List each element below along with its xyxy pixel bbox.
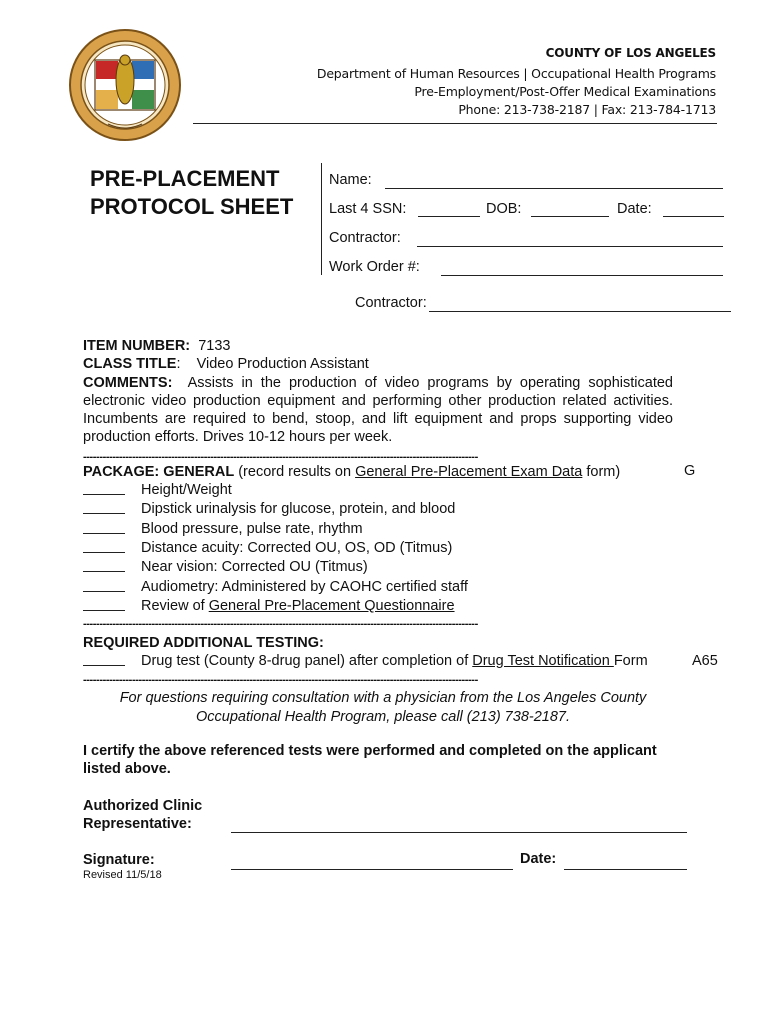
certify-statement: I certify the above referenced tests were performed and completed on the applicant listed above.: [83, 743, 657, 777]
date-field[interactable]: [663, 216, 724, 217]
exam-data-form-link[interactable]: General Pre-Placement Exam Data: [355, 464, 583, 480]
title-line-1: PRE-PLACEMENT: [90, 166, 280, 191]
header-rule: [193, 123, 717, 124]
authorized-field[interactable]: [231, 832, 687, 833]
divider-2: -------------------------------------------------------------------------------------------------------------------------: [83, 619, 478, 629]
additional-heading: REQUIRED ADDITIONAL TESTING:: [83, 635, 324, 651]
ssn-field[interactable]: [418, 216, 480, 217]
check-item[interactable]: Height/Weight: [83, 482, 125, 499]
contractor2-field[interactable]: [429, 311, 731, 312]
signature-label: Signature:: [83, 852, 155, 868]
comments: COMMENTS: Assists in the production of video programs by operating sophisticated electronic video production equipment and performing other production related activities. Incumbents are required to bend, stoop, and lift equipment and props supporting video production efforts. Drives 10-12 hours per week.: [83, 375, 673, 445]
contact-info: Phone: 213-738-2187 | Fax: 213-784-1713: [458, 102, 716, 117]
sig-date-label: Date:: [520, 851, 557, 867]
date-label: Date:: [617, 201, 652, 217]
check-item[interactable]: Dipstick urinalysis for glucose, protein, and blood: [83, 501, 125, 518]
work-order-field[interactable]: [441, 275, 723, 276]
consult-line-2: Occupational Health Program, please call (213) 738-2187.: [196, 709, 570, 725]
program: Pre-Employment/Post-Offer Medical Examinations: [414, 84, 716, 99]
additional-code: A65: [692, 653, 718, 669]
work-order-label: Work Order #:: [329, 259, 420, 275]
check-item[interactable]: Distance acuity: Corrected OU, OS, OD (Titmus): [83, 540, 125, 557]
contractor-label: Contractor:: [329, 230, 401, 246]
dob-label: DOB:: [486, 201, 522, 217]
authorized-label-1: Authorized Clinic: [83, 798, 203, 814]
consult-line-1: For questions requiring consultation with a physician from the Los Angeles County: [119, 690, 647, 706]
contractor2-label: Contractor:: [355, 295, 427, 311]
questionnaire-link[interactable]: General Pre-Placement Questionnaire: [208, 598, 455, 614]
item-number: ITEM NUMBER: 7133: [83, 338, 231, 354]
check-item[interactable]: Review of General Pre-Placement Questionnaire: [83, 598, 125, 615]
check-item[interactable]: Audiometry: Administered by CAOHC certified staff: [83, 579, 125, 596]
class-title: CLASS TITLE: Video Production Assistant: [83, 356, 369, 372]
authorized-label-2: Representative:: [83, 816, 192, 832]
package-code: G: [684, 463, 696, 479]
check-item[interactable]: Drug test (County 8-drug panel) after completion of Drug Test Notification Form: [83, 653, 125, 670]
contractor-field[interactable]: [417, 246, 723, 247]
county-seal: [68, 28, 182, 142]
revised-date: Revised 11/5/18: [83, 869, 162, 881]
drug-test-notification-link[interactable]: Drug Test Notification: [472, 653, 614, 669]
signature-field[interactable]: [231, 869, 513, 870]
ssn-label: Last 4 SSN:: [329, 201, 407, 217]
package-heading: PACKAGE: GENERAL (record results on General Pre-Placement Exam Data form): [83, 464, 621, 480]
title-divider: [321, 163, 322, 275]
check-item[interactable]: Near vision: Corrected OU (Titmus): [83, 559, 125, 576]
org-name: COUNTY OF LOS ANGELES: [545, 46, 716, 60]
department: Department of Human Resources | Occupational Health Programs: [316, 66, 716, 81]
divider-1: -------------------------------------------------------------------------------------------------------------------------: [83, 452, 478, 462]
divider-3: -------------------------------------------------------------------------------------------------------------------------: [83, 675, 478, 685]
check-item[interactable]: Blood pressure, pulse rate, rhythm: [83, 521, 125, 538]
title-line-2: PROTOCOL SHEET: [90, 194, 294, 219]
dob-field[interactable]: [531, 216, 609, 217]
name-label: Name:: [329, 172, 372, 188]
sig-date-field[interactable]: [564, 869, 687, 870]
name-field[interactable]: [385, 188, 723, 189]
